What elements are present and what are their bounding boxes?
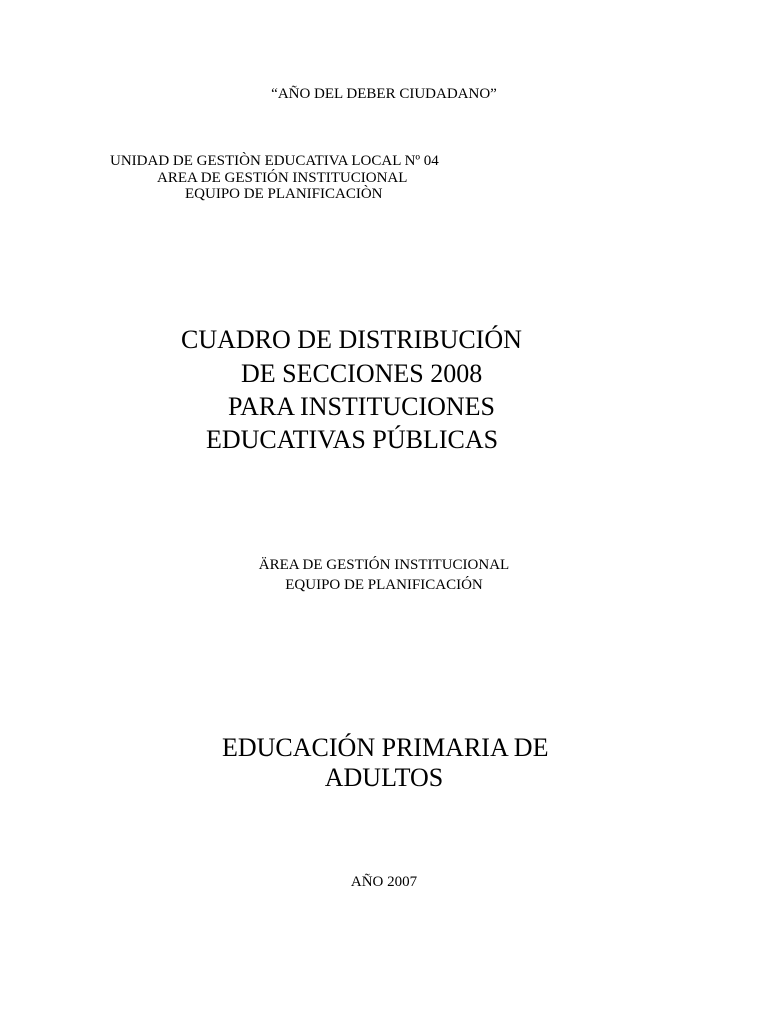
title-line-1: CUADRO DE DISTRIBUCIÓN (181, 325, 522, 354)
year-motto: “AÑO DEL DEBER CIUDADANO” (271, 86, 497, 102)
subject-line-1: EDUCACIÓN PRIMARIA DE (222, 733, 549, 762)
document-year: AÑO 2007 (350, 874, 418, 890)
area-line-1: ÄREA DE GESTIÓN INSTITUCIONAL (258, 557, 510, 573)
institution-line-team: EQUIPO DE PLANIFICACIÒN (185, 186, 383, 202)
area-line-2: EQUIPO DE PLANIFICACIÓN (285, 577, 483, 593)
subject-line-2: ADULTOS (324, 763, 444, 792)
title-line-4: EDUCATIVAS PÚBLICAS (206, 425, 499, 454)
title-line-2: DE SECCIONES 2008 (241, 359, 483, 388)
title-line-3: PARA INSTITUCIONES (228, 392, 496, 421)
institution-line-ugel: UNIDAD DE GESTIÒN EDUCATIVA LOCAL Nº 04 (110, 153, 439, 169)
institution-line-area: AREA DE GESTIÓN INSTITUCIONAL (157, 170, 408, 186)
